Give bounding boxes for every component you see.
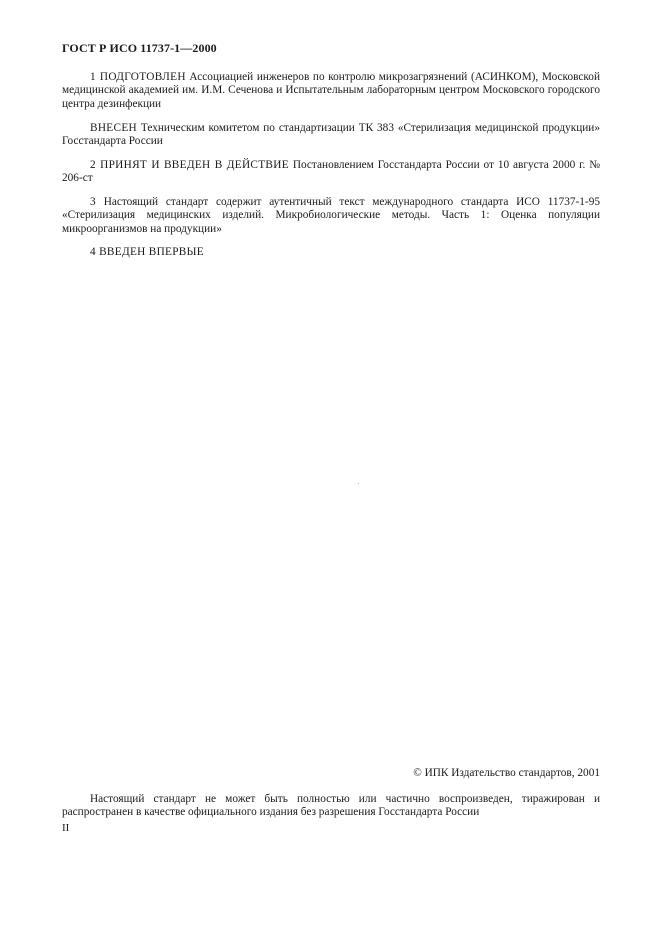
paragraph-lead: 3 xyxy=(90,196,96,208)
notice-text: Настоящий стандарт не может быть полностью или частично воспроизведен, тиражирован и распространен в качестве официального издания без разрешения Госстандарта России xyxy=(62,793,600,819)
paragraph-first-introduced xyxy=(62,246,600,259)
scan-speck xyxy=(358,483,359,484)
paragraph-authentic-text xyxy=(62,196,600,236)
page-number: II xyxy=(62,822,70,834)
paragraph-lead: 2 ПРИНЯТ И ВВЕДЕН В ДЕЙСТВИЕ xyxy=(90,159,289,171)
paragraph-lead: 4 ВВЕДЕН ВПЕРВЫЕ xyxy=(90,246,204,258)
paragraph-introduced-by xyxy=(62,122,600,149)
paragraph-text: Техническим комитетом по стандартизации ТК 383 «Стерилизация медицинской продукции» Госстандарта России xyxy=(62,122,600,148)
paragraph-text: Постановлением Госстандарта России от 10 августа 2000 г. № 206-ст xyxy=(62,159,600,185)
reproduction-notice xyxy=(62,793,600,820)
paragraph-text: Ассоциацией инженеров по контролю микрозагрязнений (АСИНКОМ), Московской медицинской академией им. И.М. Сеченова и Испытательным лабораторным центром Московского городского центра дезинфекции xyxy=(62,71,600,110)
paragraph-prepared-by xyxy=(62,71,600,111)
copyright-line: © ИПК Издательство стандартов, 2001 xyxy=(413,767,600,779)
paragraph-text: Настоящий стандарт содержит аутентичный текст международного стандарта ИСО 11737-1-95 «Стерилизация медицинских изделий. Микробиологические методы. Часть 1: Оценка популяции микроорганизмов на продукции» xyxy=(62,196,600,235)
paragraph-adopted xyxy=(62,159,600,186)
document-header: ГОСТ Р ИСО 11737-1—2000 xyxy=(62,41,217,55)
paragraph-lead: ВНЕСЕН xyxy=(90,122,137,134)
paragraph-lead: 1 ПОДГОТОВЛЕН xyxy=(90,71,186,83)
